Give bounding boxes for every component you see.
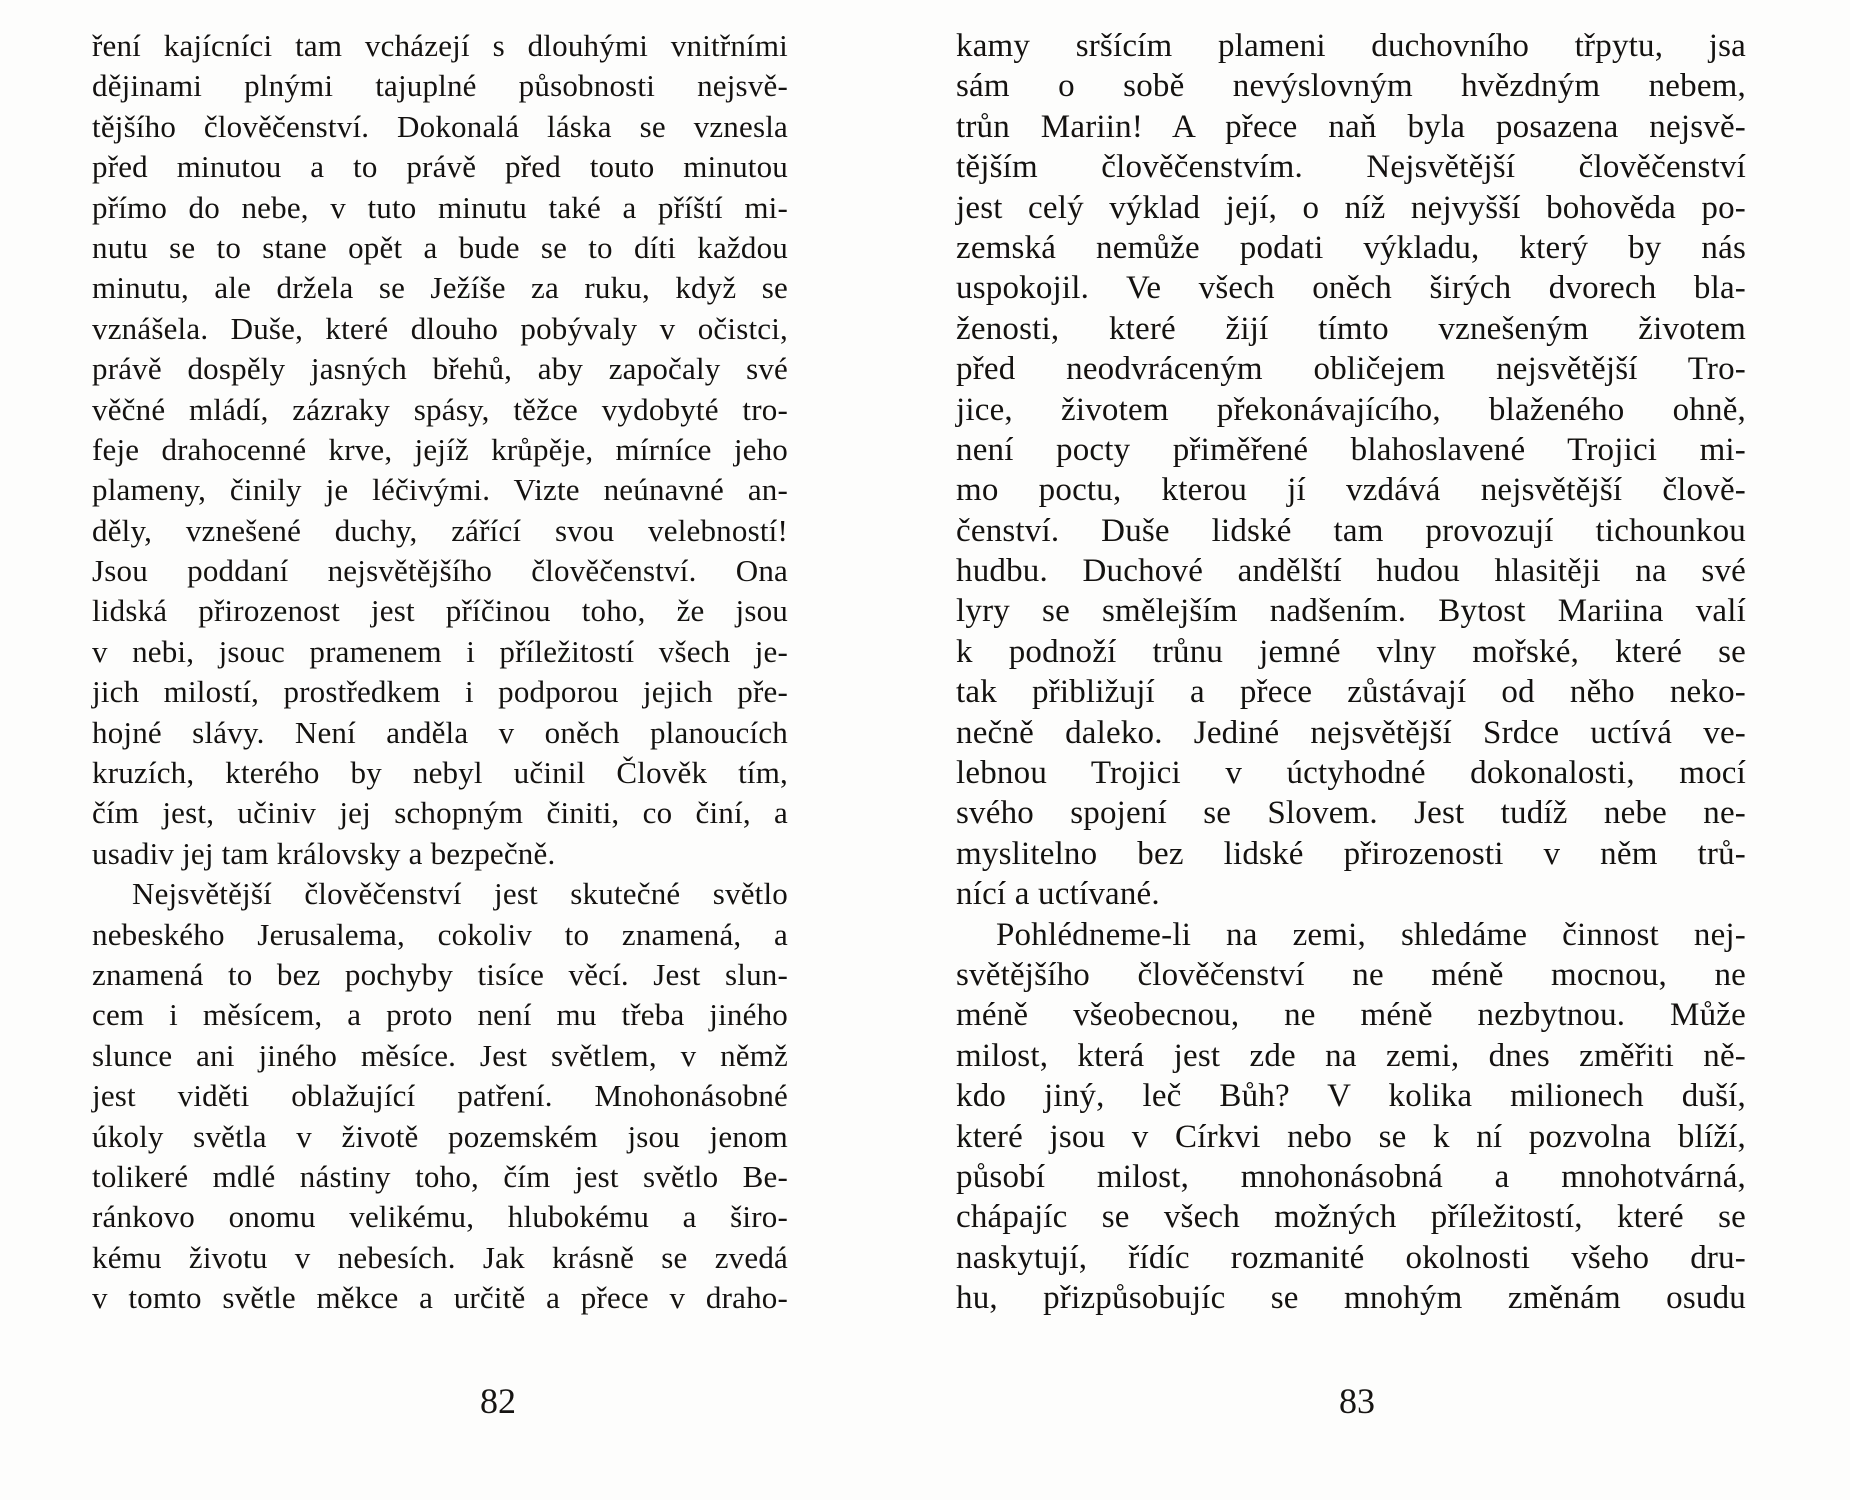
text-line: v nebi, jsouc pramenem i příležitostí všech je- (92, 633, 788, 669)
text-line: Pohlédneme-li na zemi, shledáme činnost nej- (996, 916, 1746, 953)
text-line: kdo jiný, leč Bůh? V kolika milionech duší, (956, 1078, 1746, 1115)
text-line: myslitelno bez lidské přirozenosti v něm trů- (956, 835, 1746, 872)
text-line: věčné mládí, zázraky spásy, těžce vydobyté tro- (92, 391, 788, 427)
text-line: čenství. Duše lidské tam provozují tichounkou (956, 512, 1746, 549)
text-line: kamy sršícím plameni duchovního třpytu, jsa (956, 28, 1746, 64)
text-line: které jsou v Církvi nebo se k ní pozvolna blíží, (956, 1118, 1746, 1155)
text-line: čím jest, učiniv jej schopným činiti, co činí, a (92, 795, 788, 831)
text-line: není pocty přiměřené blahoslavené Trojici mi- (956, 431, 1746, 468)
text-line: chápajíc se všech možných příležitostí, které se (956, 1199, 1746, 1236)
text-line: jest celý výklad její, o níž nejvyšší bohověda po- (956, 189, 1746, 226)
text-line: feje drahocenné krve, jejíž krůpěje, mírníce jeho (92, 431, 788, 467)
page-83-number: 83 (1339, 1381, 1375, 1421)
text-line: nutu se to stane opět a bude se to díti každou (92, 229, 788, 265)
text-line: milost, která jest zde na zemi, dnes změřiti ně- (956, 1037, 1746, 1074)
text-line: tějším člověčenstvím. Nejsvětější člověčenství (956, 149, 1746, 186)
page-82-number: 82 (480, 1381, 516, 1421)
text-line: znamená to bez pochyby tisíce věcí. Jest slun- (92, 956, 788, 992)
text-line: zemská nemůže podati výkladu, který by nás (956, 229, 1746, 266)
text-line: Jsou poddaní nejsvětějšího člověčenství. Ona (92, 553, 788, 589)
text-line: kruzích, kterého by nebyl učinil Člověk tím, (92, 755, 788, 791)
text-line: právě dospěly jasných břehů, aby započaly své (92, 351, 788, 387)
text-line: hudbu. Duchové andělští hudou hlasitěji na své (956, 553, 1746, 590)
text-line: ženosti, které žijí tímto vznešeným životem (956, 310, 1746, 347)
text-line: přímo do nebe, v tuto minutu také a příští mi- (92, 189, 788, 225)
text-line: trůn Mariin! A přece naň byla posazena nejsvě- (956, 108, 1746, 145)
text-line: úkoly světla v životě pozemském jsou jenom (92, 1118, 788, 1154)
text-line: kému životu v nebesích. Jak krásně se zvedá (92, 1239, 788, 1275)
text-line: mo poctu, kterou jí vzdává nejsvětější člově- (956, 472, 1746, 509)
text-line: lidská přirozenost jest příčinou toho, že jsou (92, 593, 788, 629)
text-line: tějšího člověčenství. Dokonalá láska se vznesla (92, 108, 788, 144)
text-line: lebnou Trojici v úctyhodné dokonalosti, mocí (956, 755, 1746, 792)
text-line: dějinami plnými tajuplné působnosti nejsvě- (92, 68, 788, 104)
text-line: tolikeré mdlé nástiny toho, čím jest světlo Be- (92, 1158, 788, 1194)
page-83-text-column (956, 26, 1746, 1319)
text-line: hu, přizpůsobujíc se mnohým změnám osudu (956, 1280, 1746, 1317)
text-line: tak přibližují a přece zůstávají od něho neko- (956, 674, 1746, 711)
text-line: lyry se smělejším nadšením. Bytost Mariina valí (956, 593, 1746, 630)
text-line: v tomto světle měkce a určitě a přece v draho- (92, 1280, 788, 1316)
text-line: ření kajícníci tam vcházejí s dlouhými vnitřními (92, 28, 788, 63)
text-line: působí milost, mnohonásobná a mnohotvárná, (956, 1158, 1746, 1195)
text-line: usadiv jej tam královsky a bezpečně. (92, 835, 556, 871)
text-line: ránkovo onomu velikému, hlubokému a širo- (92, 1199, 788, 1235)
text-line: nící a uctívané. (956, 876, 1160, 913)
text-line: minutu, ale držela se Ježíše za ruku, když se (92, 270, 788, 306)
text-line: jest viděti oblažující patření. Mnohonásobné (92, 1078, 788, 1114)
text-line: cem i měsícem, a proto není mu třeba jiného (92, 997, 788, 1033)
text-line: svého spojení se Slovem. Jest tudíž nebe ne- (956, 795, 1746, 832)
text-line: slunce ani jiného měsíce. Jest světlem, v němž (92, 1037, 788, 1073)
text-line: k podnoží trůnu jemné vlny mořské, které se (956, 633, 1746, 670)
text-line: světějšího člověčenství ne méně mocnou, ne (956, 956, 1746, 993)
text-line: hojné slávy. Není anděla v oněch planoucích (92, 714, 788, 750)
text-line: děly, vznešené duchy, zářící svou velebností! (92, 512, 788, 548)
text-line: před neodvráceným obličejem nejsvětější Tro- (956, 351, 1746, 388)
text-line: naskytují, řídíc rozmanité okolnosti všeho dru- (956, 1239, 1746, 1276)
text-line: sám o sobě nevýslovným hvězdným nebem, (956, 68, 1746, 105)
text-line: vznášela. Duše, které dlouho pobývaly v očistci, (92, 310, 788, 346)
page-82-text-column (92, 26, 788, 1319)
text-line: uspokojil. Ve všech oněch širých dvorech bla- (956, 270, 1746, 307)
text-line: plameny, činily je léčivými. Vizte neúnavné an- (92, 472, 788, 508)
text-line: méně všeobecnou, ne méně nezbytnou. Může (956, 997, 1746, 1034)
text-line: jice, životem překonávajícího, blaženého ohně, (956, 391, 1746, 428)
text-line: Nejsvětější člověčenství jest skutečné světlo (132, 876, 788, 912)
text-line: nebeského Jerusalema, cokoliv to znamená, a (92, 916, 788, 952)
text-line: nečně daleko. Jediné nejsvětější Srdce uctívá ve- (956, 714, 1746, 751)
text-line: jich milostí, prostředkem i podporou jejich pře- (92, 674, 788, 710)
text-line: před minutou a to právě před touto minutou (92, 149, 788, 185)
